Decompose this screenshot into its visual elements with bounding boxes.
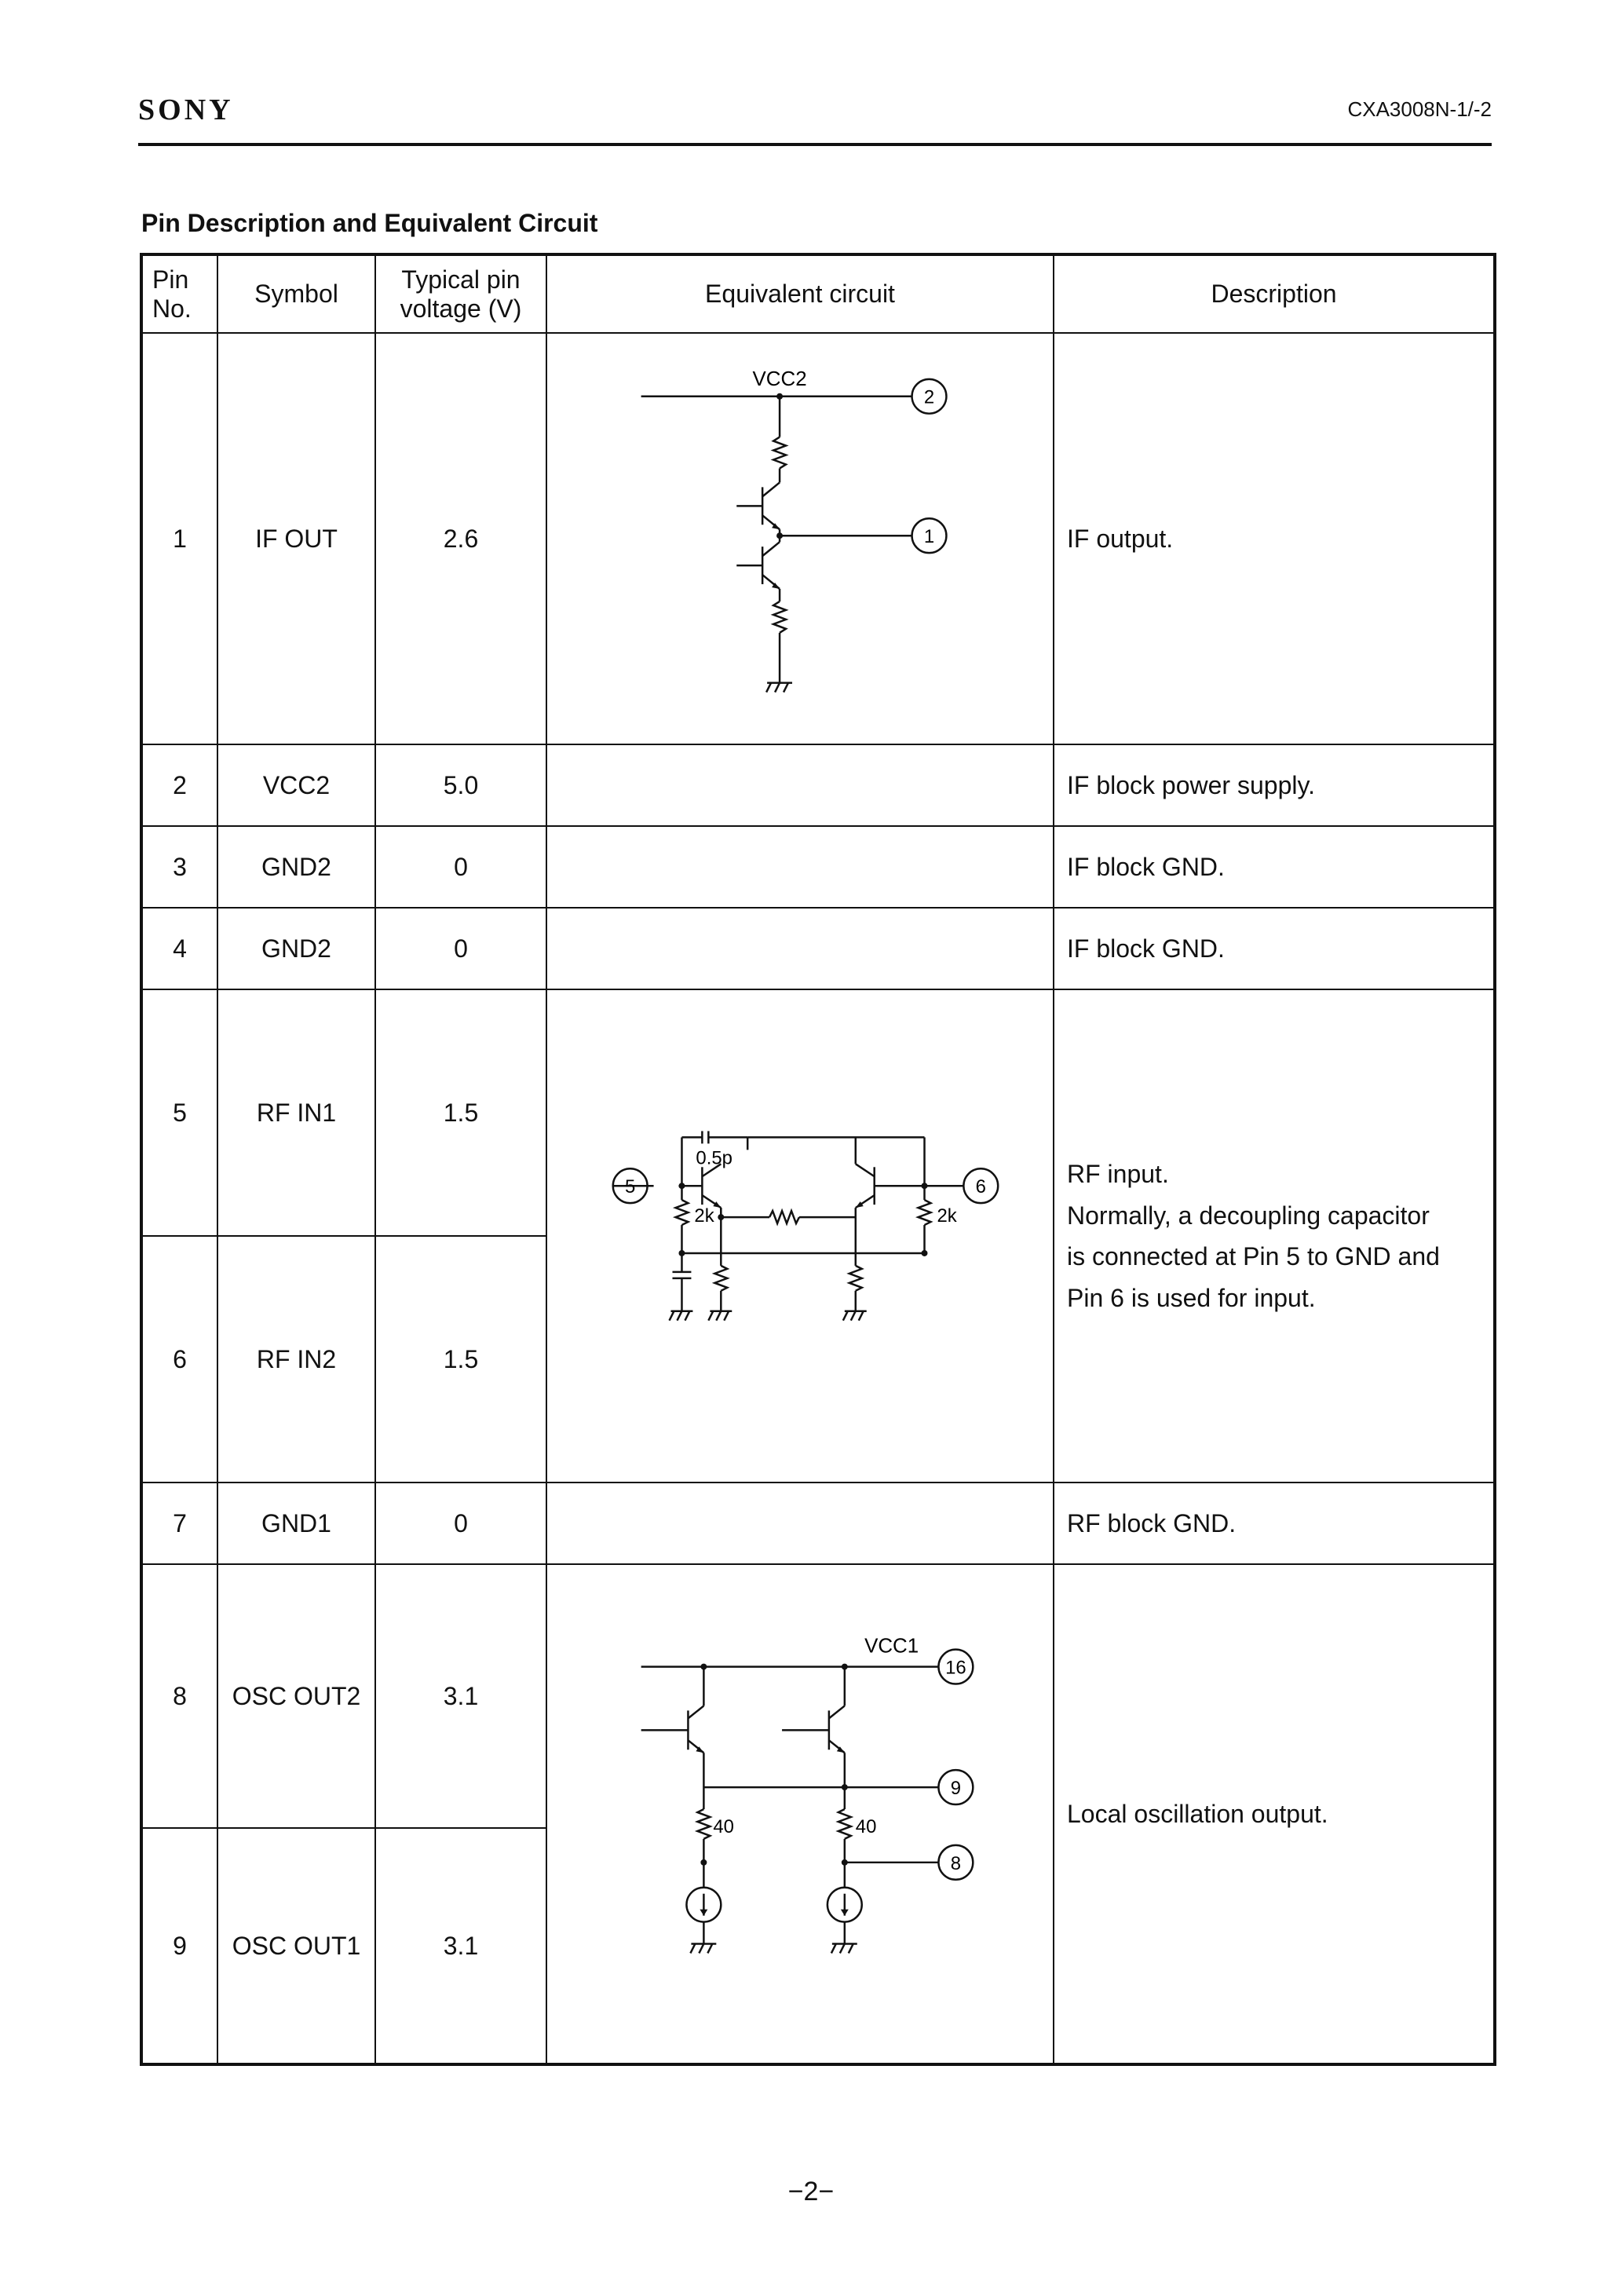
rf-desc-line-3: is connected at Pin 5 to GND and	[1067, 1242, 1440, 1271]
header-pin-line2: No.	[152, 294, 192, 323]
table-row	[141, 744, 1495, 826]
osc-output-description: Local oscillation output.	[1054, 1564, 1495, 2064]
pin-voltage: 0	[375, 826, 546, 908]
pin16-marker: 16	[945, 1657, 966, 1679]
pin-number: 1	[141, 333, 217, 744]
rf-desc-line-2: Normally, a decoupling capacitor	[1067, 1201, 1430, 1230]
table-row	[141, 989, 1495, 1236]
header-pin-line1: Pin	[152, 265, 189, 294]
rf-desc-line-1: RF input.	[1067, 1159, 1169, 1188]
resistor-right-label: 2k	[937, 1205, 957, 1227]
pin-number: 9	[141, 1828, 217, 2064]
header-symbol: Symbol	[217, 254, 375, 333]
header-rule	[138, 143, 1492, 146]
header-description: Description	[1054, 254, 1495, 333]
pin-symbol: RF IN1	[217, 989, 375, 1236]
rf-in-schematic	[547, 990, 1053, 1482]
pin-symbol: OSC OUT1	[217, 1828, 375, 2064]
if-out-circuit	[546, 333, 1054, 744]
pin-voltage: 0	[375, 1483, 546, 1564]
vcc2-label: VCC2	[752, 367, 807, 390]
pin-description: IF block GND.	[1054, 908, 1495, 989]
header-circuit: Equivalent circuit	[546, 254, 1054, 333]
empty-circuit-cell	[546, 908, 1054, 989]
pin-number: 5	[141, 989, 217, 1236]
empty-circuit-cell	[546, 1483, 1054, 1564]
pin6-marker: 6	[975, 1176, 986, 1198]
resistor-left-label: 40	[713, 1816, 734, 1838]
resistor-right-label: 40	[855, 1816, 877, 1838]
pin-description: IF block GND.	[1054, 826, 1495, 908]
pin-number: 3	[141, 826, 217, 908]
pin-voltage: 3.1	[375, 1564, 546, 1828]
table-row	[141, 1564, 1495, 1828]
pin-description: RF block GND.	[1054, 1483, 1495, 1564]
page-number: −2−	[787, 2177, 835, 2206]
sony-logo: SONY	[138, 93, 234, 126]
pin5-marker: 5	[625, 1176, 636, 1198]
pin-symbol: GND2	[217, 826, 375, 908]
header-pin-no	[141, 254, 217, 333]
pin-symbol: GND2	[217, 908, 375, 989]
pin-number: 7	[141, 1483, 217, 1564]
empty-circuit-cell	[546, 744, 1054, 826]
osc-out-circuit	[546, 1564, 1054, 2064]
pin-voltage: 5.0	[375, 744, 546, 826]
vcc1-label: VCC1	[864, 1636, 919, 1658]
header-voltage-line2: voltage (V)	[400, 294, 522, 323]
pin-voltage: 1.5	[375, 989, 546, 1236]
table-row	[141, 1483, 1495, 1564]
if-out-schematic	[547, 334, 1053, 744]
header-voltage	[375, 254, 546, 333]
rf-desc-line-4: Pin 6 is used for input.	[1067, 1284, 1316, 1313]
section-title: Pin Description and Equivalent Circuit	[141, 209, 598, 237]
capacitor-label: 0.5p	[696, 1147, 732, 1169]
rf-in-circuit	[546, 989, 1054, 1483]
resistor-left-label: 2k	[694, 1205, 714, 1227]
table-row	[141, 333, 1495, 744]
pin8-marker: 8	[950, 1853, 962, 1875]
pin-number: 8	[141, 1564, 217, 1828]
pin-voltage: 2.6	[375, 333, 546, 744]
part-number: CXA3008N-1/-2	[1347, 97, 1492, 121]
pin-symbol: RF IN2	[217, 1236, 375, 1483]
pin-symbol: OSC OUT2	[217, 1564, 375, 1828]
pin-description: IF output.	[1054, 333, 1495, 744]
pin-symbol: IF OUT	[217, 333, 375, 744]
pin2-marker: 2	[923, 386, 935, 408]
osc-out-schematic	[547, 1565, 1053, 2063]
pin-number: 6	[141, 1236, 217, 1483]
pin-description-table	[140, 253, 1496, 2066]
table-row	[141, 826, 1495, 908]
table-header-row	[141, 254, 1495, 333]
pin9-marker: 9	[950, 1778, 962, 1800]
pin-number: 2	[141, 744, 217, 826]
rf-input-description	[1054, 989, 1495, 1483]
pin-voltage: 1.5	[375, 1236, 546, 1483]
header-voltage-line1: Typical pin	[401, 265, 521, 294]
pin-voltage: 3.1	[375, 1828, 546, 2064]
table-row	[141, 908, 1495, 989]
empty-circuit-cell	[546, 826, 1054, 908]
pin-description: IF block power supply.	[1054, 744, 1495, 826]
pin-number: 4	[141, 908, 217, 989]
pin-symbol: GND1	[217, 1483, 375, 1564]
pin-symbol: VCC2	[217, 744, 375, 826]
pin-voltage: 0	[375, 908, 546, 989]
pin1-marker: 1	[923, 526, 935, 548]
